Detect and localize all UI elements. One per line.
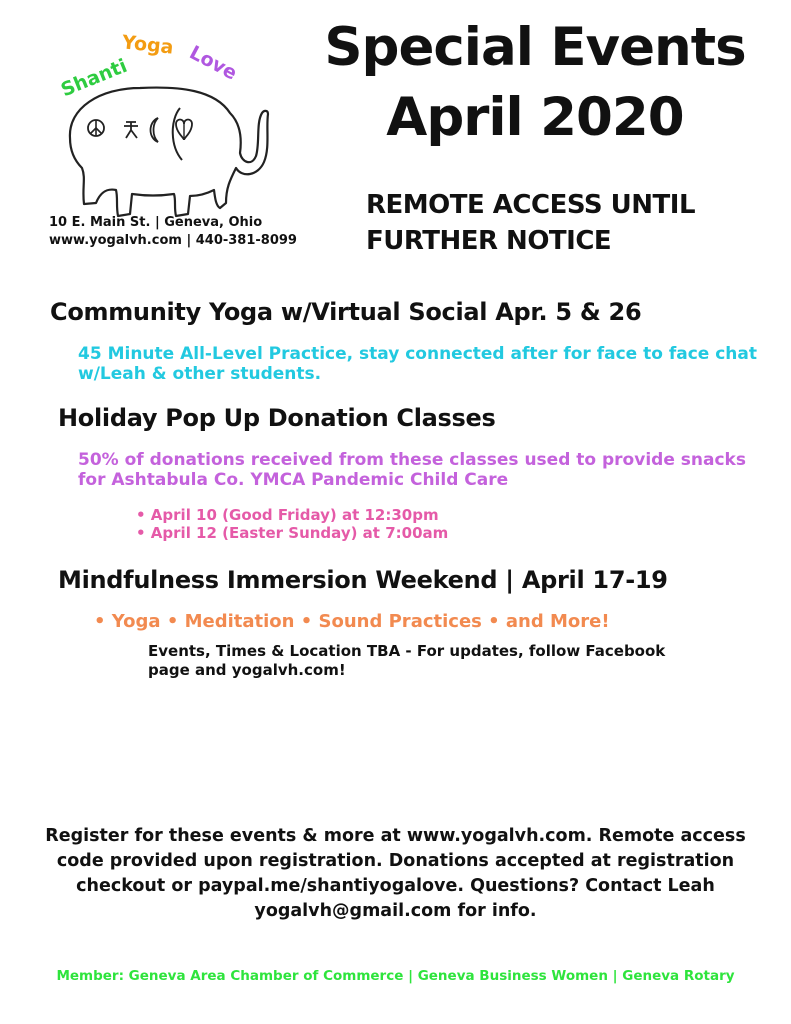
logo-word-shanti: Shanti [57, 54, 131, 102]
holiday-class-date-1: • April 10 (Good Friday) at 12:30pm [136, 506, 439, 524]
mindfulness-details: Events, Times & Location TBA - For updates, follow Facebook page and yogalvh.com! [148, 642, 666, 679]
logo-word-love: Love [185, 41, 241, 85]
logo-word-yoga: Yoga [120, 31, 175, 59]
address-line: 10 E. Main St. | Geneva, Ohio [49, 215, 263, 230]
remote-notice-line1: REMOTE ACCESS UNTIL [366, 190, 696, 220]
logo [30, 28, 335, 263]
remote-notice-line2: FURTHER NOTICE [366, 226, 612, 256]
community-yoga-heading: Community Yoga w/Virtual Social Apr. 5 & 26 [50, 298, 642, 326]
page-title-line2: April 2020 [386, 87, 684, 148]
holiday-classes-heading: Holiday Pop Up Donation Classes [58, 404, 496, 432]
mindfulness-highlights: • Yoga • Meditation • Sound Practices • and More! [94, 611, 610, 632]
contact-line: www.yogalvh.com | 440-381-8099 [49, 233, 297, 248]
page-title-line1: Special Events [324, 17, 746, 78]
holiday-class-date-2: • April 12 (Easter Sunday) at 7:00am [136, 524, 449, 542]
community-yoga-description: 45 Minute All-Level Practice, stay connected after for face to face chat w/Leah & other students. [78, 344, 758, 384]
mindfulness-weekend-heading: Mindfulness Immersion Weekend | April 17-19 [58, 566, 668, 594]
registration-info: Register for these events & more at www.yogalvh.com. Remote access code provided upon registration. Donations accepted at registration checkout or paypal.me/shantiyogalove. Questions? Contact Leah yogalvh@gmail.com for info. [45, 826, 746, 921]
membership-footer: Member: Geneva Area Chamber of Commerce | Geneva Business Women | Geneva Rotary [56, 968, 735, 984]
holiday-classes-description: 50% of donations received from these classes used to provide snacks for Ashtabula Co. YMCA Pandemic Child Care [78, 450, 746, 490]
